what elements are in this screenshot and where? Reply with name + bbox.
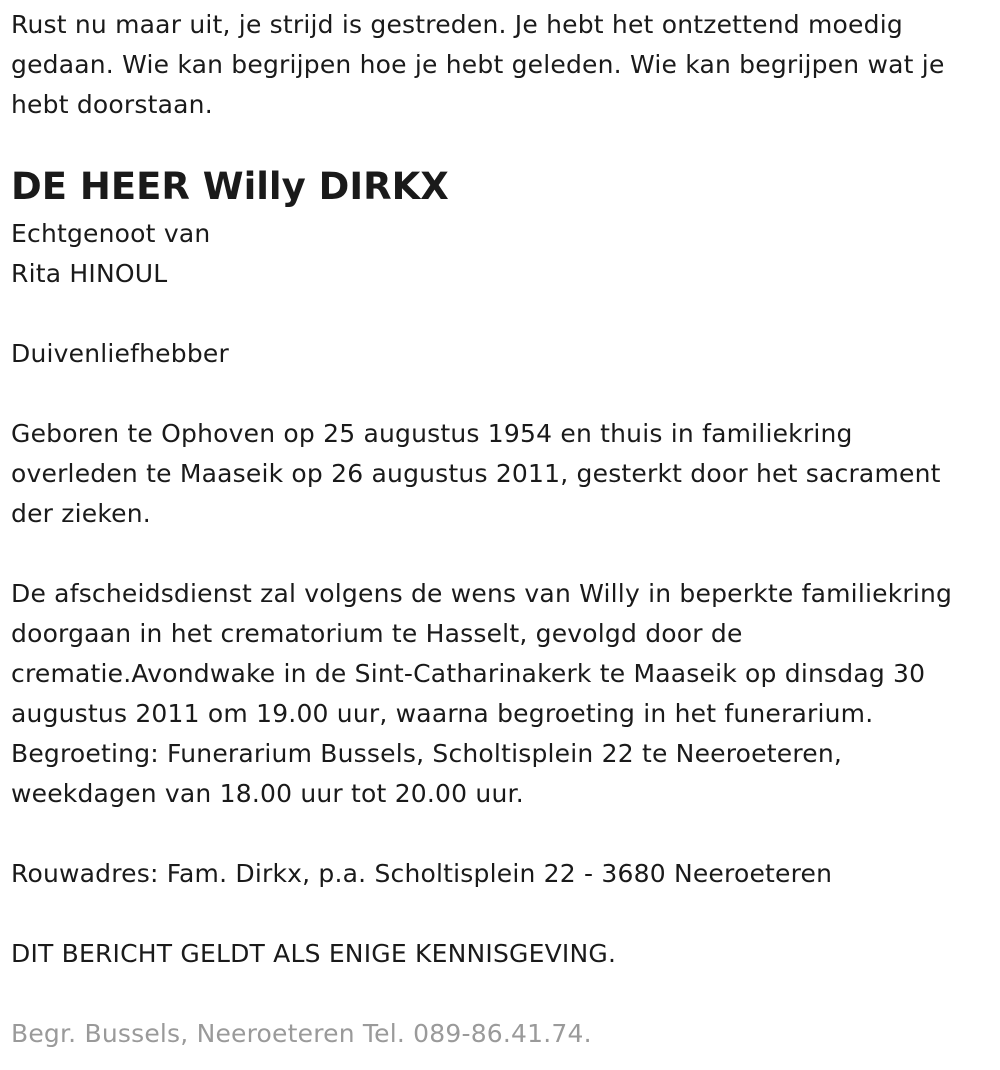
ceremony-line-3: crematie.Avondwake in de Sint-Catharinakerk te Maaseik op dinsdag 30: [11, 659, 926, 688]
spouse-name: Rita HINOUL: [11, 259, 168, 288]
ceremony-line-4: augustus 2011 om 19.00 uur, waarna begroeting in het funerarium.: [11, 699, 874, 728]
birth-death-line-3: der zieken.: [11, 499, 151, 528]
notice-statement: DIT BERICHT GELDT ALS ENIGE KENNISGEVING.: [11, 939, 617, 968]
ceremony-line-5: Begroeting: Funerarium Bussels, Scholtisplein 22 te Neeroeteren,: [11, 739, 843, 768]
spouse-label: Echtgenoot van: [11, 219, 211, 248]
intro-line-3: hebt doorstaan.: [11, 90, 213, 119]
birth-death-line-2: overleden te Maaseik op 26 augustus 2011, gesterkt door het sacrament: [11, 459, 941, 488]
ceremony-line-2: doorgaan in het crematorium te Hasselt, gevolgd door de: [11, 619, 743, 648]
deceased-name: DE HEER Willy DIRKX: [11, 165, 449, 208]
mourning-address: Rouwadres: Fam. Dirkx, p.a. Scholtisplein 22 - 3680 Neeroeteren: [11, 859, 833, 888]
intro-line-2: gedaan. Wie kan begrijpen hoe je hebt geleden. Wie kan begrijpen wat je: [11, 50, 945, 79]
intro-line-1: Rust nu maar uit, je strijd is gestreden. Je hebt het ontzettend moedig: [11, 10, 903, 39]
funeral-home-footer: Begr. Bussels, Neeroeteren Tel. 089-86.41.74.: [11, 1019, 592, 1048]
ceremony-line-6: weekdagen van 18.00 uur tot 20.00 uur.: [11, 779, 524, 808]
birth-death-line-1: Geboren te Ophoven op 25 augustus 1954 en thuis in familiekring: [11, 419, 853, 448]
hobby: Duivenliefhebber: [11, 339, 229, 368]
ceremony-line-1: De afscheidsdienst zal volgens de wens van Willy in beperkte familiekring: [11, 579, 953, 608]
